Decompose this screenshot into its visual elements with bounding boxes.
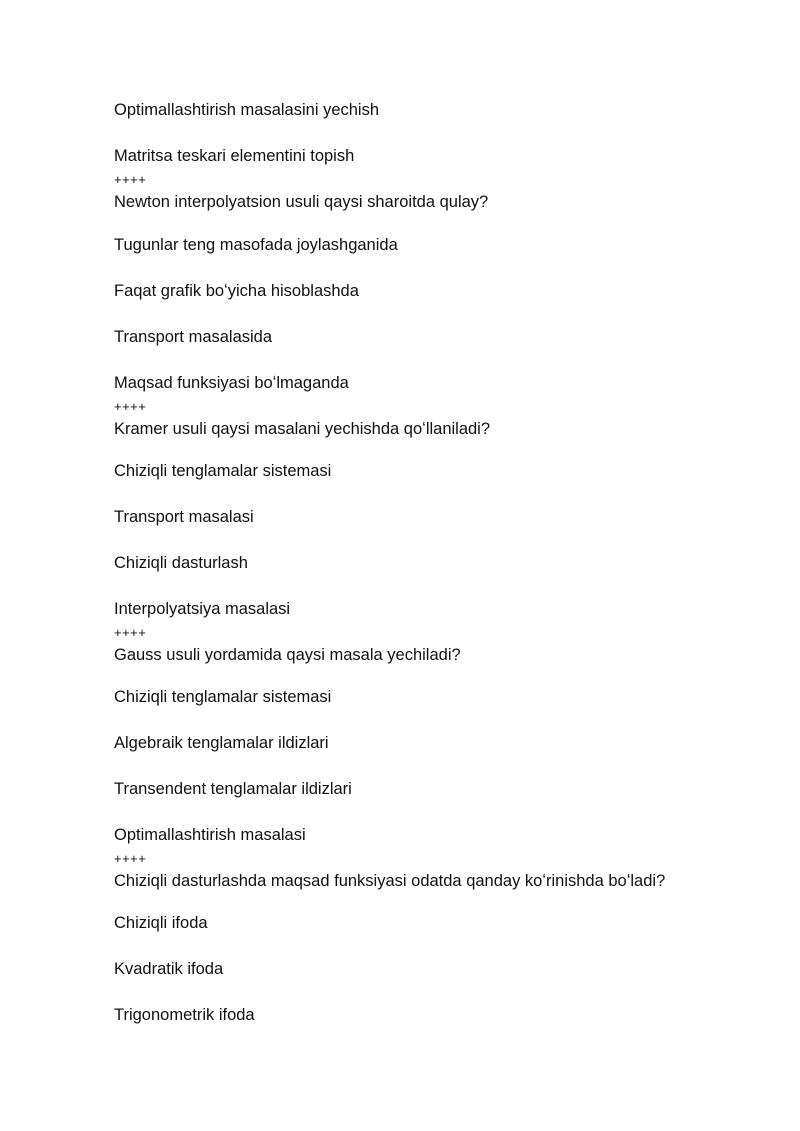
option-line: Transport masalasida [114, 328, 273, 346]
option-line: Matritsa teskari elementini topish [114, 147, 355, 165]
option-line: Algebraik tenglamalar ildizlari [114, 734, 329, 752]
option-line: Transport masalasi [114, 508, 254, 526]
option-line: Chiziqli tenglamalar sistemasi [114, 688, 332, 706]
option-line: Maqsad funksiyasi boʻlmaganda [114, 374, 349, 392]
question-line: Chiziqli dasturlashda maqsad funksiyasi odatda qanday koʻrinishda boʻladi? [114, 872, 666, 890]
separator: ++++ [114, 399, 147, 414]
option-line: Trigonometrik ifoda [114, 1006, 255, 1024]
option-line: Kvadratik ifoda [114, 960, 224, 978]
option-line: Chiziqli tenglamalar sistemasi [114, 462, 332, 480]
option-line: Transendent tenglamalar ildizlari [114, 780, 352, 798]
question-line: Gauss usuli yordamida qaysi masala yechiladi? [114, 646, 461, 664]
option-line: Tugunlar teng masofada joylashganida [114, 236, 398, 254]
option-line: Interpolyatsiya masalasi [114, 600, 291, 618]
option-line: Chiziqli ifoda [114, 914, 208, 932]
separator: ++++ [114, 625, 147, 640]
option-line: Chiziqli dasturlash [114, 554, 248, 572]
option-line: Optimallashtirish masalasini yechish [114, 101, 380, 119]
separator: ++++ [114, 851, 147, 866]
question-line: Kramer usuli qaysi masalani yechishda qoʻllaniladi? [114, 420, 491, 438]
option-line: Faqat grafik boʻyicha hisoblashda [114, 282, 359, 300]
separator: ++++ [114, 172, 147, 187]
option-line: Optimallashtirish masalasi [114, 826, 306, 844]
question-line: Newton interpolyatsion usuli qaysi sharoitda qulay? [114, 193, 489, 211]
